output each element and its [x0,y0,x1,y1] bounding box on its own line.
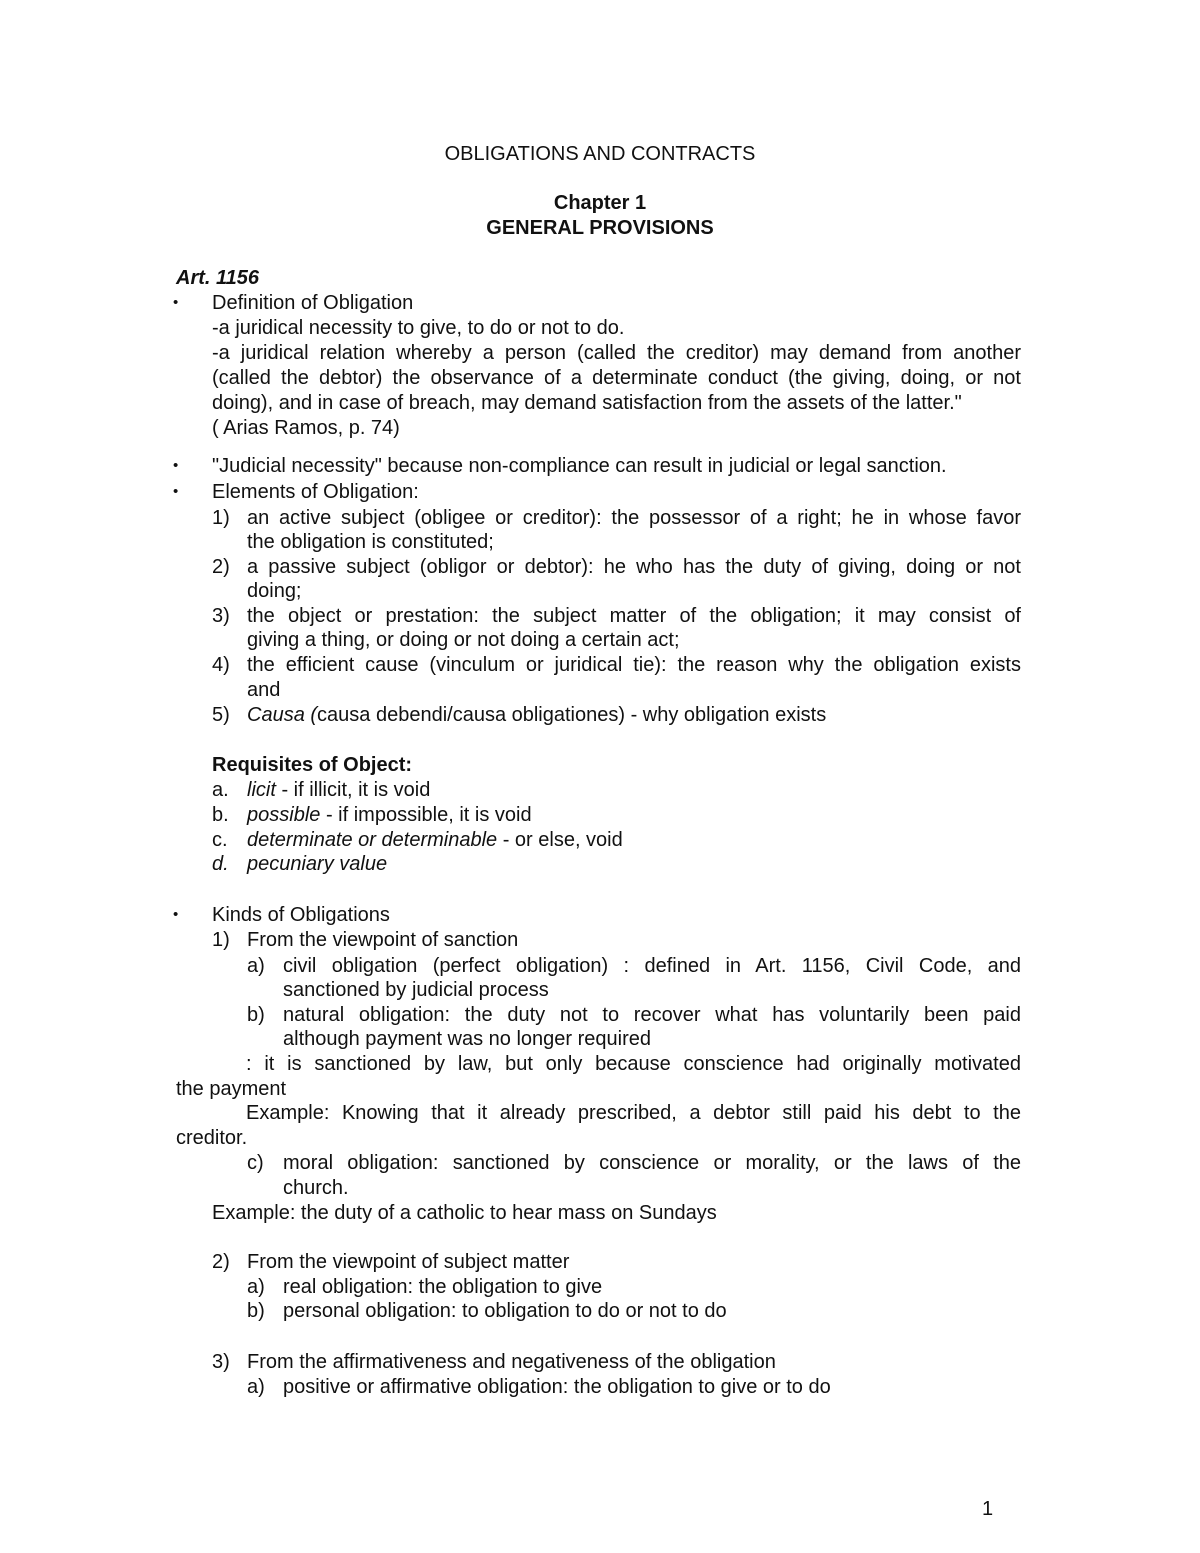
document-title: OBLIGATIONS AND CONTRACTS [444,143,756,165]
requisite-rest: - or else, void [497,829,623,851]
kind-item-cont: sanctioned by judicial process [283,979,549,1001]
list-letter: d. [212,853,229,875]
requisite-item [247,778,430,802]
kind-note: : it is sanctioned by law, but only because conscience had originally motivated [246,1053,1021,1075]
element-item-cont: doing; [247,580,302,602]
kinds-section-title: From the viewpoint of subject matter [247,1251,570,1273]
bullet-icon: • [173,483,179,500]
requisite-term: determinate or determinable [247,829,498,851]
kind-item: moral obligation: sanctioned by conscience or morality, or the laws of the [283,1152,1021,1174]
element-item: an active subject (obligee or creditor): the possessor of a right; he in whose favor [247,507,1021,529]
element-item [247,703,826,727]
list-letter: a) [247,1376,265,1398]
list-number: 2) [212,556,230,578]
kind-item: positive or affirmative obligation: the obligation to give or to do [283,1376,831,1398]
bullet-icon: • [173,457,179,474]
kinds-label: Kinds of Obligations [212,904,390,926]
kinds-section-title: From the viewpoint of sanction [247,929,519,951]
list-letter: a. [212,779,229,801]
kind-item: real obligation: the obligation to give [283,1276,603,1298]
kind-example-cont: creditor. [176,1127,248,1149]
kind-note-cont: the payment [176,1078,287,1100]
list-letter: c. [212,829,228,851]
bullet-icon: • [173,906,179,923]
list-number: 3) [212,605,230,627]
bullet-icon: • [173,294,179,311]
list-letter: c) [247,1152,264,1174]
list-letter: a) [247,1276,265,1298]
chapter-title: GENERAL PROVISIONS [486,217,714,239]
element-item: the object or prestation: the subject matter of the obligation; it may consist of [247,605,1021,627]
requisite-item [247,852,387,876]
requisite-term: licit [247,779,276,801]
list-letter: b) [247,1004,265,1026]
kind-example: Example: the duty of a catholic to hear mass on Sundays [212,1202,717,1224]
definition-line: -a juridical relation whereby a person (called the creditor) may demand from another [212,342,1021,364]
definition-citation: ( Arias Ramos, p. 74) [212,417,400,439]
list-number: 1) [212,507,230,529]
kind-example: Example: Knowing that it already prescribed, a debtor still paid his debt to the [246,1102,1021,1124]
element-item-cont: the obligation is constituted; [247,531,494,553]
kind-item: natural obligation: the duty not to recover what has voluntarily been paid [283,1004,1021,1026]
element-item-cont: giving a thing, or doing or not doing a certain act; [247,629,680,651]
element-item: a passive subject (obligor or debtor): he who has the duty of giving, doing or not [247,556,1021,578]
elements-label: Elements of Obligation: [212,481,419,503]
judicial-necessity-text: "Judicial necessity" because non-compliance can result in judicial or legal sanction. [212,455,947,477]
list-number: 3) [212,1351,230,1373]
definition-line: (called the debtor) the observance of a determinate conduct (the giving, doing, or not [212,367,1021,389]
list-number: 5) [212,704,230,726]
element-item-cont: and [247,679,281,701]
list-number: 2) [212,1251,230,1273]
page-number: 1 [982,1498,994,1520]
definition-label: Definition of Obligation [212,292,414,314]
requisite-item [247,803,532,827]
list-letter: b. [212,804,229,826]
requisite-rest: - if impossible, it is void [320,804,532,826]
kind-item-cont: church. [283,1177,349,1199]
definition-line: doing), and in case of breach, may demand satisfaction from the assets of the latter." [212,392,962,414]
list-letter: b) [247,1300,265,1322]
causa-description: causa debendi/causa obligationes) - why obligation exists [317,704,827,726]
causa-term: Causa ( [247,704,318,726]
definition-line: -a juridical necessity to give, to do or not to do. [212,317,625,339]
kind-item-cont: although payment was no longer required [283,1028,652,1050]
requisite-term: pecuniary value [247,853,388,875]
kind-item: personal obligation: to obligation to do or not to do [283,1300,727,1322]
element-item: the efficient cause (vinculum or juridical tie): the reason why the obligation exists [247,654,1021,676]
list-number: 4) [212,654,230,676]
list-number: 1) [212,929,230,951]
requisite-item [247,828,623,852]
kinds-section-title: From the affirmativeness and negativeness of the obligation [247,1351,776,1373]
chapter-number: Chapter 1 [553,192,647,214]
list-letter: a) [247,955,265,977]
requisite-rest: - if illicit, it is void [275,779,431,801]
article-heading: Art. 1156 [176,267,260,289]
kind-item: civil obligation (perfect obligation) : defined in Art. 1156, Civil Code, and [283,955,1021,977]
requisites-heading: Requisites of Object: [212,754,413,776]
requisite-term: possible [247,804,321,826]
